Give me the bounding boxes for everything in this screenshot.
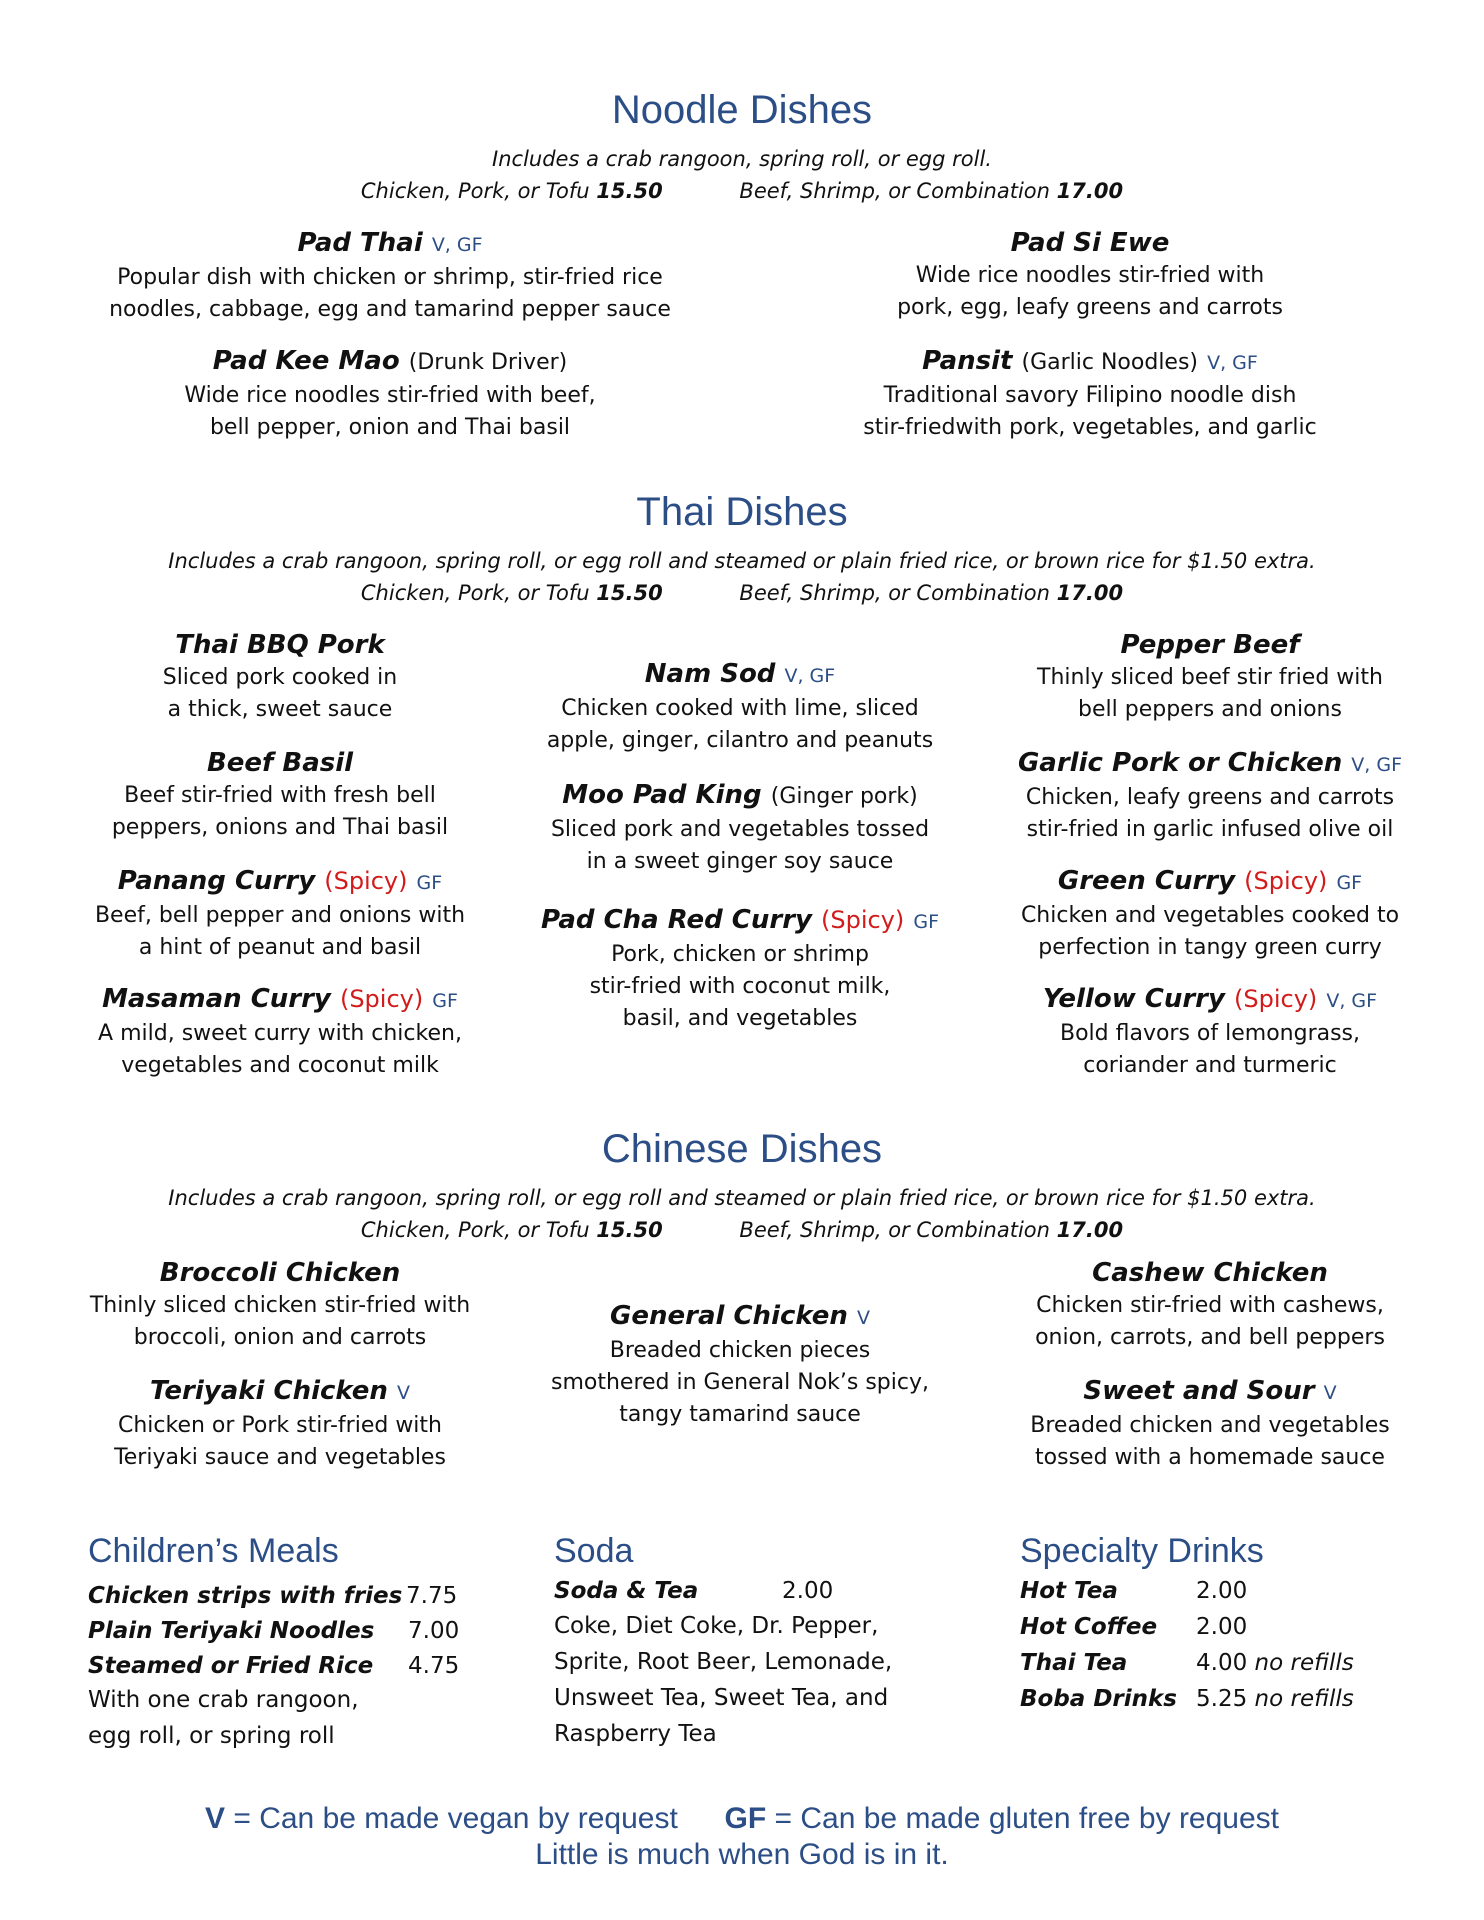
price-a-label: Chicken, Pork, or Tofu	[360, 179, 590, 203]
item-price	[1196, 1648, 1354, 1678]
thai-prices	[0, 581, 1484, 605]
dish-description: Wide rice noodles stir-fried with pork, egg, leafy greens and carrots	[897, 263, 1283, 320]
dish-note: (Garlic Noodles)	[1021, 350, 1199, 375]
dish-name: Nam Sod	[644, 659, 776, 689]
dish-note: (Ginger pork)	[770, 784, 918, 809]
dish-description: A mild, sweet curry with chicken, vegetables and coconut milk	[98, 1021, 462, 1078]
legend-v-key: V	[204, 1802, 225, 1835]
dish-description: Sliced pork and vegetables tossed in a sweet ginger soy sauce	[550, 817, 930, 874]
diet-tags: V	[856, 1307, 870, 1329]
dish-description: Breaded chicken and vegetables tossed with a homemade sauce	[1030, 1413, 1390, 1470]
dish-description: Chicken stir-fried with cashews, onion, carrots, and bell peppers	[1035, 1293, 1385, 1350]
item-name: Hot Coffee	[1020, 1614, 1158, 1640]
dish-cashew-chicken	[1000, 1256, 1420, 1354]
diet-tags: V	[397, 1382, 410, 1404]
dish-name-row	[1000, 864, 1420, 900]
dish-pad-cha-red-curry	[520, 903, 960, 1035]
refill-note: no refills	[1254, 1650, 1354, 1676]
specialty-item	[1020, 1576, 1248, 1606]
dish-garlic-pork-or-chicken	[1000, 746, 1420, 846]
dish-name: Green Curry	[1057, 866, 1236, 896]
dish-name-row	[540, 657, 940, 693]
dish-name-row	[800, 344, 1380, 380]
dish-name: Teriyaki Chicken	[150, 1376, 388, 1406]
diet-tags: GF	[432, 990, 458, 1012]
dish-name-row	[800, 226, 1380, 260]
dish-name: General Chicken	[610, 1301, 848, 1331]
dish-description: Thinly sliced chicken stir-fried with broccoli, onion and carrots	[89, 1293, 471, 1350]
noodle-prices	[0, 179, 1484, 203]
spicy-label: (Spicy)	[821, 906, 905, 934]
dish-name-row	[80, 746, 480, 780]
chinese-subtitle: Includes a crab rangoon, spring roll, or egg roll and steamed or plain fried rice, or brown rice for $1.50 extra.	[168, 1186, 1316, 1210]
dish-name: Beef Basil	[206, 748, 354, 778]
dish-name-row	[80, 628, 480, 662]
dish-nam-sod	[540, 657, 940, 757]
dish-pad-si-ewe	[800, 226, 1380, 324]
dish-name: Moo Pad King	[562, 780, 762, 810]
dish-name: Pad Cha Red Curry	[540, 905, 812, 935]
motto: Little is much when God is in it.	[535, 1838, 949, 1871]
children-item	[88, 1581, 458, 1611]
dish-name: Pad Thai	[297, 228, 423, 258]
dish-name-row	[1000, 628, 1420, 662]
item-price	[1196, 1684, 1354, 1714]
specialty-title: Specialty Drinks	[1020, 1532, 1264, 1570]
dish-description: Beef stir-fried with fresh bell peppers, onions and Thai basil	[111, 783, 449, 840]
children-item	[88, 1651, 460, 1681]
dish-description: Thinly sliced beef stir fried with bell peppers and onions	[1037, 665, 1383, 722]
price-b-label: Beef, Shrimp, or Combination	[739, 581, 1050, 605]
refill-note: no refills	[1254, 1686, 1354, 1712]
dish-name: Pepper Beef	[1120, 630, 1300, 660]
noodle-subtitle: Includes a crab rangoon, spring roll, or egg roll.	[492, 147, 992, 171]
dish-name: Pad Kee Mao	[212, 346, 400, 376]
dish-pad-thai	[80, 226, 700, 326]
price-a-label: Chicken, Pork, or Tofu	[360, 581, 590, 605]
spicy-label: (Spicy)	[1244, 867, 1328, 895]
spicy-label: (Spicy)	[1234, 985, 1318, 1013]
price-b-label: Beef, Shrimp, or Combination	[739, 1218, 1050, 1242]
dish-broccoli-chicken	[70, 1256, 490, 1354]
dish-description: Pork, chicken or shrimp stir-fried with coconut milk, basil, and vegetables	[589, 942, 891, 1031]
dish-description: Popular dish with chicken or shrimp, stir-fried rice noodles, cabbage, egg and tamarind pepper sauce	[109, 265, 671, 322]
dish-name-row	[540, 778, 940, 814]
item-price: 4.75	[408, 1653, 460, 1679]
dish-description: Breaded chicken pieces smothered in General Nok’s spicy, tangy tamarind sauce	[550, 1338, 929, 1427]
dish-pansit	[800, 344, 1380, 444]
dish-name-row	[80, 226, 700, 262]
dish-name-row	[80, 982, 480, 1018]
dish-thai-bbq-pork	[80, 628, 480, 726]
dish-pepper-beef	[1000, 628, 1420, 726]
diet-legend	[0, 1802, 1484, 1836]
price-a: 15.50	[596, 581, 663, 605]
item-price	[1196, 1576, 1247, 1606]
dish-masaman-curry	[80, 982, 480, 1082]
dish-name-row	[80, 864, 480, 900]
diet-tags: V, GF	[1207, 352, 1258, 374]
dish-sweet-and-sour	[1000, 1374, 1420, 1474]
dish-name: Pansit	[922, 346, 1013, 376]
dish-description: Beef, bell pepper and onions with a hint of peanut and basil	[94, 903, 466, 960]
dish-name-row	[1000, 746, 1420, 782]
price-b: 17.00	[1056, 179, 1124, 203]
dish-description: Chicken, leafy greens and carrots stir-fried in garlic infused olive oil	[1025, 785, 1395, 842]
dish-name: Sweet and Sour	[1083, 1376, 1315, 1406]
dish-name: Broccoli Chicken	[159, 1258, 401, 1288]
dish-beef-basil	[80, 746, 480, 844]
price-value: 5.25	[1196, 1686, 1248, 1712]
dish-name-row	[70, 1256, 490, 1290]
dish-name: Garlic Pork or Chicken	[1017, 748, 1343, 778]
dish-description: Chicken cooked with lime, sliced apple, ginger, cilantro and peanuts	[546, 696, 934, 753]
specialty-item	[1020, 1648, 1354, 1678]
dish-description: Traditional savory Filipino noodle dish stir-friedwith pork, vegetables, and garlic	[863, 383, 1317, 440]
specialty-item	[1020, 1684, 1354, 1714]
dish-name-row	[70, 1374, 490, 1410]
dish-description: Chicken and vegetables cooked to perfection in tangy green curry	[1020, 903, 1400, 960]
dish-green-curry	[1000, 864, 1420, 964]
price-a: 15.50	[596, 179, 663, 203]
dish-name: Thai BBQ Pork	[175, 630, 385, 660]
price-a: 15.50	[596, 1218, 663, 1242]
soda-title: Soda	[554, 1532, 634, 1570]
diet-tags: V, GF	[784, 665, 836, 687]
dish-name-row	[540, 1299, 940, 1335]
dish-name-row	[1000, 982, 1420, 1018]
diet-tags: GF	[416, 872, 443, 894]
item-name: Chicken strips with fries	[88, 1583, 403, 1609]
thai-section-title: Thai Dishes	[636, 490, 848, 534]
price-value: 4.00	[1196, 1650, 1248, 1676]
diet-tags: V, GF	[1326, 990, 1378, 1012]
dish-name: Pad Si Ewe	[1010, 228, 1170, 258]
diet-tags: GF	[913, 911, 940, 933]
dish-moo-pad-king	[540, 778, 940, 878]
diet-tags: V, GF	[431, 234, 483, 256]
price-b: 17.00	[1056, 581, 1124, 605]
dish-name-row	[520, 903, 960, 939]
children-title: Children’s Meals	[88, 1532, 339, 1570]
item-name: Soda & Tea	[554, 1578, 699, 1604]
dish-description: Wide rice noodles stir-fried with beef, bell pepper, onion and Thai basil	[184, 383, 596, 440]
price-value: 2.00	[1196, 1614, 1248, 1640]
chinese-prices	[0, 1218, 1484, 1242]
dish-name-row	[80, 344, 700, 380]
specialty-item	[1020, 1612, 1248, 1642]
price-b: 17.00	[1056, 1218, 1124, 1242]
soda-list: Coke, Diet Coke, Dr. Pepper, Sprite, Root Beer, Lemonade, Unsweet Tea, Sweet Tea, and Raspberry Tea	[554, 1613, 893, 1747]
children-note: With one crab rangoon, egg roll, or spring roll	[88, 1687, 359, 1749]
children-item	[88, 1616, 460, 1646]
item-price	[1196, 1612, 1247, 1642]
dish-name-row	[1000, 1256, 1420, 1290]
diet-tags: V, GF	[1351, 754, 1403, 776]
noodle-section-title: Noodle Dishes	[611, 88, 873, 132]
dish-pad-kee-mao	[80, 344, 700, 444]
dish-general-chicken	[540, 1299, 940, 1431]
chinese-section-title: Chinese Dishes	[601, 1127, 883, 1171]
dish-name: Masaman Curry	[102, 984, 331, 1014]
dish-description: Bold flavors of lemongrass, coriander and turmeric	[1059, 1021, 1361, 1078]
item-name: Boba Drinks	[1020, 1686, 1178, 1712]
price-b-label: Beef, Shrimp, or Combination	[739, 179, 1050, 203]
diet-tags: GF	[1336, 872, 1363, 894]
dish-name: Cashew Chicken	[1092, 1258, 1328, 1288]
item-price: 2.00	[782, 1578, 834, 1604]
thai-subtitle: Includes a crab rangoon, spring roll, or egg roll and steamed or plain fried rice, or brown rice for $1.50 extra.	[168, 549, 1316, 573]
dish-name-row	[1000, 1374, 1420, 1410]
spicy-label: (Spicy)	[339, 985, 424, 1013]
item-name: Hot Tea	[1020, 1578, 1118, 1604]
item-name: Steamed or Fried Rice	[88, 1653, 374, 1679]
item-name: Plain Teriyaki Noodles	[88, 1618, 375, 1644]
dish-description: Chicken or Pork stir-fried with Teriyaki sauce and vegetables	[114, 1413, 446, 1470]
dish-teriyaki-chicken	[70, 1374, 490, 1474]
item-price: 7.00	[408, 1618, 460, 1644]
diet-tags: V	[1323, 1382, 1337, 1404]
soda-item	[554, 1576, 834, 1606]
legend-v-text: = Can be made vegan by request	[233, 1802, 678, 1835]
dish-panang-curry	[80, 864, 480, 964]
price-value: 2.00	[1196, 1578, 1248, 1604]
dish-note: (Drunk Driver)	[408, 350, 568, 375]
spicy-label: (Spicy)	[324, 867, 408, 895]
item-price: 7.75	[406, 1583, 458, 1609]
dish-description: Sliced pork cooked in a thick, sweet sauce	[162, 665, 398, 722]
item-name: Thai Tea	[1020, 1650, 1128, 1676]
dish-yellow-curry	[1000, 982, 1420, 1082]
legend-gf-text: = Can be made gluten free by request	[774, 1802, 1280, 1835]
dish-name: Yellow Curry	[1042, 984, 1225, 1014]
price-a-label: Chicken, Pork, or Tofu	[360, 1218, 590, 1242]
legend-gf-key: GF	[724, 1802, 767, 1835]
dish-name: Panang Curry	[117, 866, 316, 896]
